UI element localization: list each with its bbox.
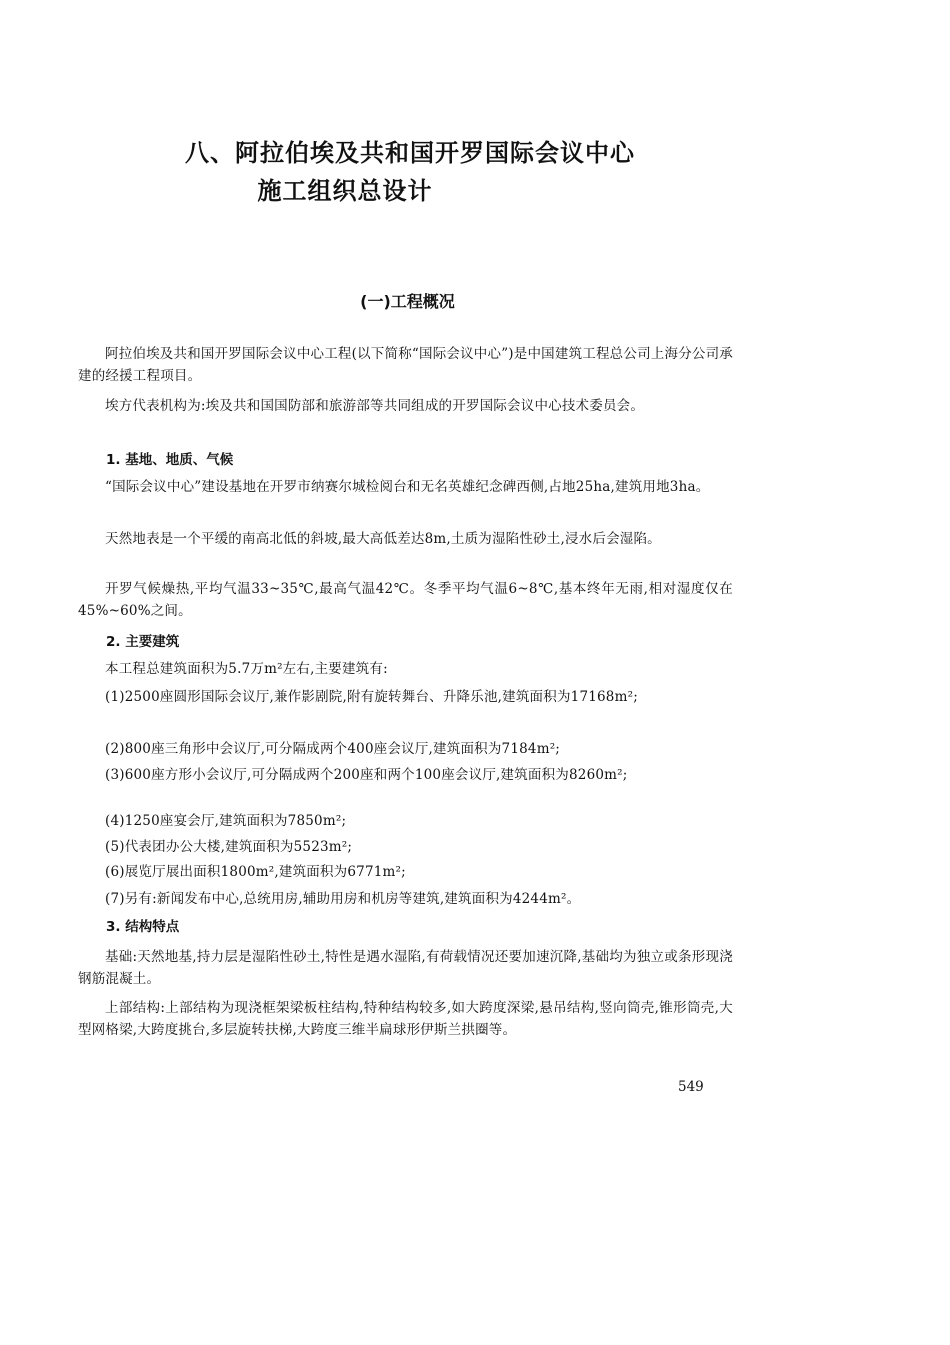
paragraph-climate: 开罗气候燥热,平均气温33~35℃,最高气温42℃。冬季平均气温6~8℃,基本终年无雨,相对湿度仅在45%~60%之间。: [78, 581, 733, 619]
paragraph-intro-1: 阿拉伯埃及共和国开罗国际会议中心工程(以下简称“国际会议中心”)是中国建筑工程总公司上海分公司承建的经援工程项目。: [78, 346, 733, 384]
section-heading: (一)工程概况: [360, 292, 455, 311]
document-title-line1: 八、阿拉伯埃及共和国开罗国际会议中心: [185, 139, 635, 167]
paragraph-building-4: (4)1250座宴会厅,建筑面积为7850m²;: [105, 813, 347, 829]
subsection-heading-3: 3. 结构特点: [106, 919, 180, 935]
paragraph-superstructure: 上部结构:上部结构为现浇框架梁板柱结构,特种结构较多,如大跨度深梁,悬吊结构,竖向筒壳,锥形筒壳,大型网格梁,大跨度挑台,多层旋转扶梯,大跨度三维半扁球形伊斯兰拱圈等。: [78, 1000, 733, 1038]
paragraph-site: “国际会议中心”建设基地在开罗市纳赛尔城检阅台和无名英雄纪念碑西侧,占地25ha,建筑用地3ha。: [105, 479, 710, 495]
paragraph-building-5: (5)代表团办公大楼,建筑面积为5523m²;: [105, 839, 353, 855]
paragraph-building-7: (7)另有:新闻发布中心,总统用房,辅助用房和机房等建筑,建筑面积为4244m²。: [105, 891, 581, 907]
subsection-heading-1: 1. 基地、地质、气候: [106, 452, 234, 468]
paragraph-geology: 天然地表是一个平缓的南高北低的斜坡,最大高低差达8m,土质为湿陷性砂土,浸水后会湿陷。: [105, 531, 661, 547]
paragraph-building-3: (3)600座方形小会议厅,可分隔成两个200座和两个100座会议厅,建筑面积为8260m²;: [105, 767, 628, 783]
paragraph-building-1: (1)2500座圆形国际会议厅,兼作影剧院,附有旋转舞台、升降乐池,建筑面积为17168m²;: [105, 689, 638, 705]
paragraph-building-2: (2)800座三角形中会议厅,可分隔成两个400座会议厅,建筑面积为7184m²;: [105, 741, 561, 757]
paragraph-buildings-intro: 本工程总建筑面积为5.7万m²左右,主要建筑有:: [105, 661, 388, 677]
page-number: 549: [678, 1079, 704, 1095]
document-title-line2: 施工组织总设计: [257, 177, 433, 205]
subsection-heading-2: 2. 主要建筑: [106, 634, 180, 650]
paragraph-intro-2: 埃方代表机构为:埃及共和国国防部和旅游部等共同组成的开罗国际会议中心技术委员会。: [105, 398, 645, 414]
paragraph-building-6: (6)展览厅展出面积1800m²,建筑面积为6771m²;: [105, 864, 406, 880]
paragraph-foundation: 基础:天然地基,持力层是湿陷性砂土,特性是遇水湿陷,有荷载情况还要加速沉降,基础均为独立或条形现浇钢筋混凝土。: [78, 949, 733, 987]
